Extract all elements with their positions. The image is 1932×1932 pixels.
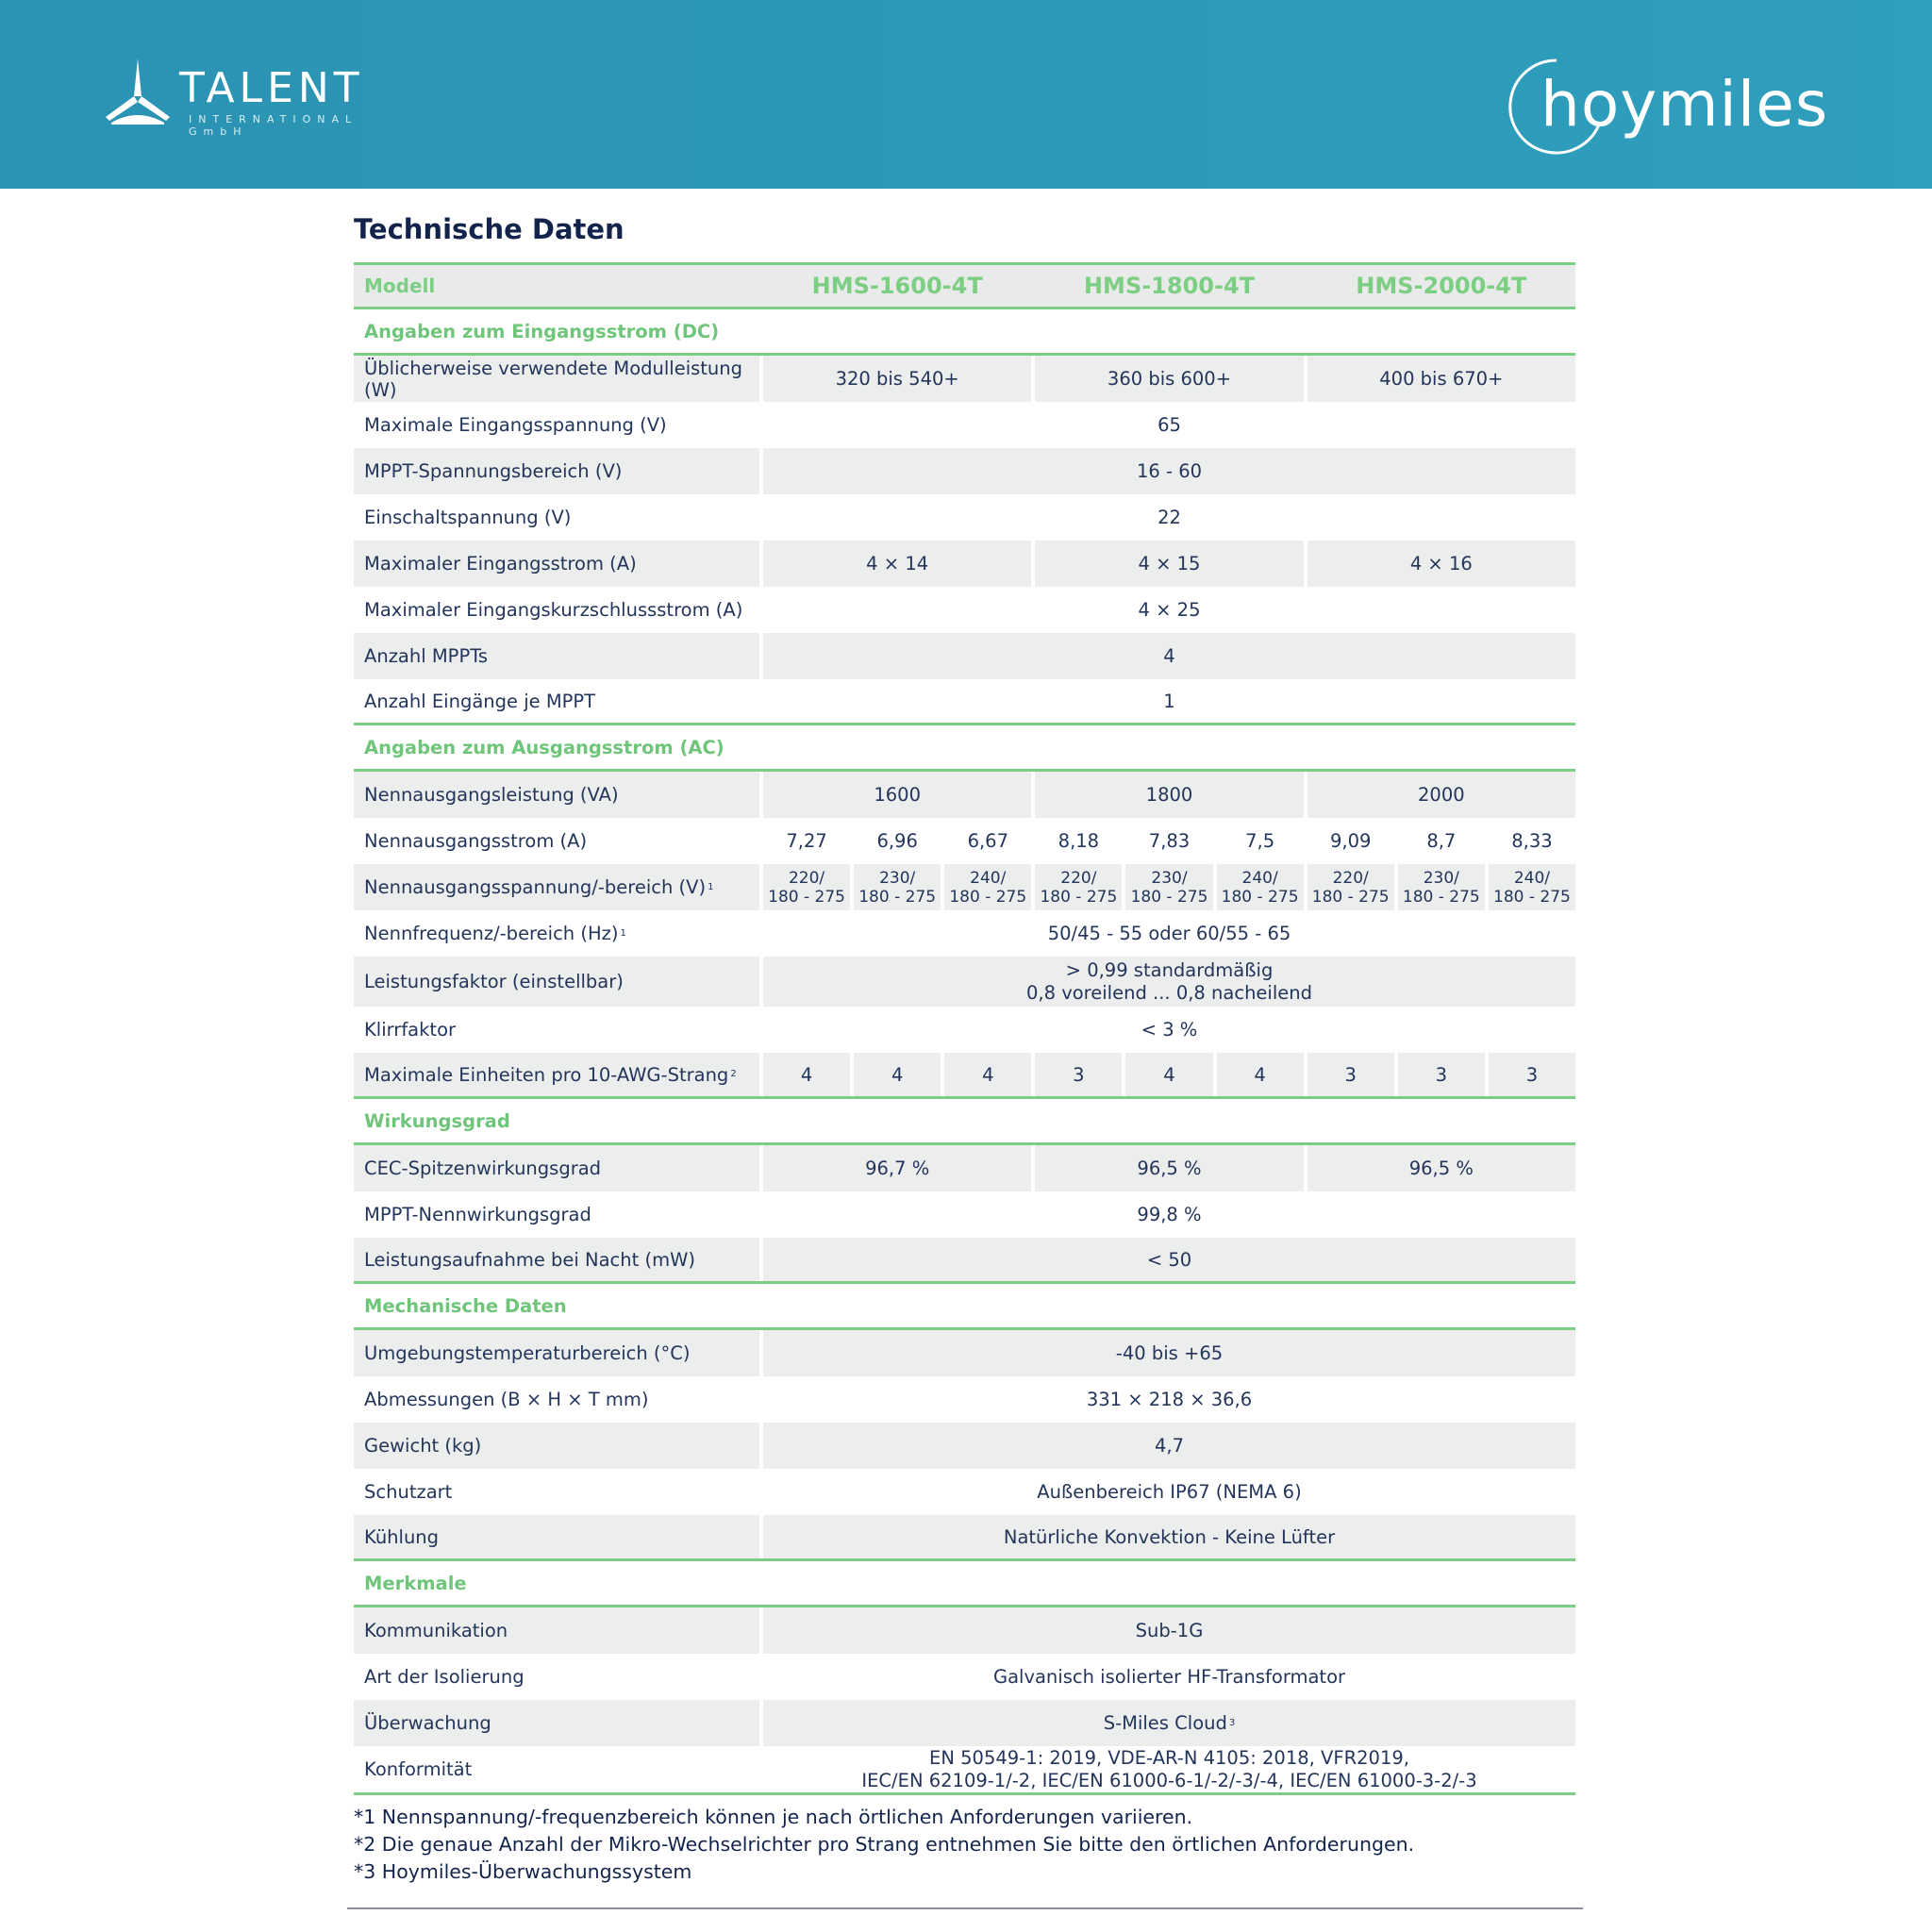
row-value: 4 bbox=[1125, 1053, 1212, 1096]
row-label: Gewicht (kg) bbox=[354, 1423, 759, 1469]
section-heading-features bbox=[354, 1561, 1575, 1607]
voltage-nominal: 230/ bbox=[1423, 868, 1459, 888]
table-row bbox=[354, 910, 1575, 957]
section-heading-efficiency bbox=[354, 1099, 1575, 1145]
section-title: Merkmale bbox=[364, 1572, 467, 1594]
table-row bbox=[354, 1469, 1575, 1515]
row-value: 360 bis 600+ bbox=[1035, 356, 1303, 402]
value-line: EN 50549-1: 2019, VDE-AR-N 4105: 2018, VFR2019, bbox=[929, 1746, 1409, 1769]
row-value bbox=[1035, 864, 1122, 910]
row-label: Art der Isolierung bbox=[364, 1666, 525, 1688]
table-row bbox=[354, 541, 1575, 587]
row-value: -40 bis +65 bbox=[763, 1330, 1575, 1376]
hoymiles-wordmark: hoymiles bbox=[1541, 68, 1829, 141]
table-row bbox=[354, 1515, 1575, 1561]
value-line: > 0,99 standardmäßig bbox=[1065, 958, 1274, 981]
row-value: 8,33 bbox=[1511, 830, 1553, 852]
value-text: S-Miles Cloud bbox=[1103, 1712, 1227, 1734]
spec-table bbox=[354, 262, 1575, 1795]
row-value: 22 bbox=[1158, 507, 1181, 528]
footnotes bbox=[354, 1804, 1414, 1886]
row-label-text: Nennausgangsspannung/-bereich (V) bbox=[364, 876, 707, 898]
voltage-range: 180 - 275 bbox=[1311, 887, 1390, 907]
row-value bbox=[763, 864, 850, 910]
section-title: Angaben zum Eingangsstrom (DC) bbox=[364, 320, 720, 342]
row-label: Maximaler Eingangsstrom (A) bbox=[354, 541, 759, 587]
row-label: CEC-Spitzenwirkungsgrad bbox=[354, 1145, 759, 1191]
table-row bbox=[354, 1330, 1575, 1376]
row-value bbox=[1217, 864, 1304, 910]
row-label: Anzahl Eingänge je MPPT bbox=[364, 690, 596, 712]
row-label: MPPT-Nennwirkungsgrad bbox=[364, 1204, 591, 1225]
row-value: 8,7 bbox=[1426, 830, 1457, 852]
row-value bbox=[1307, 864, 1394, 910]
row-value: 4 × 16 bbox=[1307, 541, 1575, 587]
row-label: Abmessungen (B × H × T mm) bbox=[364, 1389, 649, 1410]
row-value: 4 × 25 bbox=[1138, 599, 1201, 621]
row-value: 7,5 bbox=[1245, 830, 1275, 852]
row-value bbox=[763, 1746, 1575, 1792]
voltage-range: 180 - 275 bbox=[1130, 887, 1208, 907]
model-label: Modell bbox=[364, 275, 436, 297]
table-row bbox=[354, 957, 1575, 1007]
table-row bbox=[354, 1700, 1575, 1746]
row-label: Umgebungstemperaturbereich (°C) bbox=[354, 1330, 759, 1376]
row-value: 331 × 218 × 36,6 bbox=[1086, 1389, 1253, 1410]
row-label-text: Maximale Einheiten pro 10-AWG-Strang bbox=[364, 1063, 729, 1086]
row-label: Nennfrequenz/-bereich (Hz) 1 bbox=[364, 923, 626, 944]
row-value bbox=[763, 957, 1575, 1007]
voltage-nominal: 230/ bbox=[879, 868, 916, 888]
row-value: 4 × 15 bbox=[1035, 541, 1303, 587]
section-heading-dc bbox=[354, 309, 1575, 356]
row-value: 3 bbox=[1398, 1053, 1485, 1096]
table-row bbox=[354, 864, 1575, 910]
row-value: 320 bis 540+ bbox=[763, 356, 1031, 402]
row-value bbox=[854, 864, 941, 910]
talent-name: TALENT bbox=[179, 64, 364, 112]
voltage-nominal: 220/ bbox=[1332, 868, 1369, 888]
row-label: Üblicherweise verwendete Modulleistung (W) bbox=[354, 356, 759, 402]
voltage-nominal: 240/ bbox=[1513, 868, 1551, 888]
row-label: MPPT-Spannungsbereich (V) bbox=[354, 448, 759, 494]
voltage-range: 180 - 275 bbox=[1040, 887, 1118, 907]
table-row bbox=[354, 1376, 1575, 1423]
wind-turbine-icon bbox=[102, 55, 174, 126]
footnote: *3 Hoymiles-Überwachungssystem bbox=[354, 1860, 692, 1883]
value-line: 0,8 voreilend ... 0,8 nacheilend bbox=[1026, 981, 1312, 1004]
footer-divider bbox=[347, 1907, 1583, 1909]
row-value: 4 bbox=[854, 1053, 941, 1096]
row-value: 4,7 bbox=[763, 1423, 1575, 1469]
table-row bbox=[354, 1654, 1575, 1700]
row-value: 96,5 % bbox=[1035, 1145, 1303, 1191]
model-header-row bbox=[354, 262, 1575, 309]
row-value bbox=[944, 864, 1031, 910]
voltage-nominal: 230/ bbox=[1151, 868, 1188, 888]
row-value: 96,7 % bbox=[763, 1145, 1031, 1191]
row-value: 400 bis 670+ bbox=[1307, 356, 1575, 402]
table-row bbox=[354, 1423, 1575, 1469]
row-label: Maximaler Eingangskurzschlussstrom (A) bbox=[364, 599, 743, 621]
table-row bbox=[354, 1191, 1575, 1238]
table-row bbox=[354, 1007, 1575, 1053]
row-value: Sub-1G bbox=[763, 1607, 1575, 1654]
row-value: 8,18 bbox=[1058, 830, 1100, 852]
row-value bbox=[1398, 864, 1485, 910]
row-label: Konformität bbox=[364, 1758, 473, 1780]
row-value bbox=[1489, 864, 1575, 910]
talent-subtitle: INTERNATIONAL GmbH bbox=[189, 113, 358, 138]
voltage-range: 180 - 275 bbox=[858, 887, 937, 907]
voltage-range: 180 - 275 bbox=[1493, 887, 1571, 907]
footnote: *1 Nennspannung/-frequenzbereich können je nach örtlichen Anforderungen variieren. bbox=[354, 1806, 1193, 1828]
row-label: Kommunikation bbox=[354, 1607, 759, 1654]
row-label: Maximale Einheiten pro 10-AWG-Strang 2 bbox=[354, 1053, 759, 1096]
row-label: Kühlung bbox=[354, 1515, 759, 1558]
value-line: IEC/EN 62109-1/-2, IEC/EN 61000-6-1/-2/-3/-4, IEC/EN 61000-3-2/-3 bbox=[861, 1769, 1477, 1791]
row-value: 1 bbox=[1163, 690, 1175, 712]
hoymiles-logo bbox=[1505, 55, 1854, 158]
row-value: 50/45 - 55 oder 60/55 - 65 bbox=[1047, 923, 1291, 944]
row-label: Überwachung bbox=[354, 1700, 759, 1746]
talent-logo bbox=[102, 55, 423, 138]
table-row bbox=[354, 1145, 1575, 1191]
row-value: 3 bbox=[1307, 1053, 1394, 1096]
table-row bbox=[354, 818, 1575, 864]
row-value: Natürliche Konvektion - Keine Lüfter bbox=[763, 1515, 1575, 1558]
row-label: Leistungsaufnahme bei Nacht (mW) bbox=[354, 1238, 759, 1281]
row-value: < 3 % bbox=[1141, 1019, 1198, 1041]
row-value: Galvanisch isolierter HF-Transformator bbox=[992, 1666, 1346, 1688]
table-row bbox=[354, 633, 1575, 679]
row-value: 7,83 bbox=[1148, 830, 1191, 852]
section-title: Wirkungsgrad bbox=[364, 1109, 510, 1132]
voltage-nominal: 220/ bbox=[1060, 868, 1097, 888]
row-value: < 50 bbox=[763, 1238, 1575, 1281]
row-value: 1800 bbox=[1035, 772, 1303, 818]
row-label: Nennausgangsspannung/-bereich (V) 1 bbox=[354, 864, 759, 910]
table-row bbox=[354, 402, 1575, 448]
section-title: Angaben zum Ausgangsstrom (AC) bbox=[364, 736, 724, 758]
row-label: Klirrfaktor bbox=[364, 1019, 457, 1041]
row-label: Nennausgangsleistung (VA) bbox=[354, 772, 759, 818]
row-value: 4 × 14 bbox=[763, 541, 1031, 587]
row-value: 65 bbox=[1158, 414, 1181, 436]
row-value: 16 - 60 bbox=[763, 448, 1575, 494]
model-name: HMS-2000-4T bbox=[1356, 273, 1527, 299]
table-row bbox=[354, 1238, 1575, 1284]
row-value: 4 bbox=[763, 633, 1575, 679]
table-row bbox=[354, 494, 1575, 541]
row-label: Nennausgangsstrom (A) bbox=[364, 830, 588, 852]
row-value bbox=[1125, 864, 1212, 910]
row-value: S-Miles Cloud 3 bbox=[763, 1700, 1575, 1746]
row-value: 1600 bbox=[763, 772, 1031, 818]
row-value: 4 bbox=[944, 1053, 1031, 1096]
row-value: 4 bbox=[1217, 1053, 1304, 1096]
table-row bbox=[354, 1746, 1575, 1795]
row-label: Anzahl MPPTs bbox=[354, 633, 759, 679]
voltage-nominal: 240/ bbox=[1241, 868, 1278, 888]
table-row bbox=[354, 356, 1575, 402]
model-name: HMS-1800-4T bbox=[1083, 273, 1256, 299]
voltage-range: 180 - 275 bbox=[949, 887, 1027, 907]
row-value: 6,67 bbox=[967, 830, 1008, 852]
table-row bbox=[354, 448, 1575, 494]
header-banner bbox=[0, 0, 1932, 189]
voltage-nominal: 220/ bbox=[788, 868, 825, 888]
footnote: *2 Die genaue Anzahl der Mikro-Wechselrichter pro Strang entnehmen Sie bitte den örtlichen Anforderungen. bbox=[354, 1833, 1415, 1856]
row-value: Außenbereich IP67 (NEMA 6) bbox=[1037, 1481, 1302, 1503]
row-label: Einschaltspannung (V) bbox=[364, 507, 572, 528]
page-title: Technische Daten bbox=[354, 213, 625, 245]
section-title: Mechanische Daten bbox=[364, 1294, 567, 1317]
row-value: 96,5 % bbox=[1307, 1145, 1575, 1191]
row-value: 99,8 % bbox=[1137, 1204, 1202, 1225]
row-label-text: Nennfrequenz/-bereich (Hz) bbox=[364, 923, 619, 944]
row-value: 3 bbox=[1489, 1053, 1575, 1096]
table-row bbox=[354, 772, 1575, 818]
section-heading-mechanical bbox=[354, 1284, 1575, 1330]
voltage-range: 180 - 275 bbox=[768, 887, 845, 907]
row-value: 9,09 bbox=[1330, 830, 1372, 852]
table-row bbox=[354, 587, 1575, 633]
row-label: Leistungsfaktor (einstellbar) bbox=[354, 957, 759, 1007]
table-row bbox=[354, 1053, 1575, 1099]
row-value: 6,96 bbox=[876, 830, 918, 852]
row-label: Maximale Eingangsspannung (V) bbox=[364, 414, 667, 436]
table-row bbox=[354, 679, 1575, 725]
section-heading-ac bbox=[354, 725, 1575, 772]
model-name: HMS-1600-4T bbox=[811, 273, 983, 299]
table-row bbox=[354, 1607, 1575, 1654]
row-value: 7,27 bbox=[786, 830, 827, 852]
row-value: 3 bbox=[1035, 1053, 1122, 1096]
row-value: 2000 bbox=[1307, 772, 1575, 818]
row-label: Schutzart bbox=[364, 1481, 453, 1503]
voltage-range: 180 - 275 bbox=[1221, 887, 1299, 907]
row-value: 4 bbox=[763, 1053, 850, 1096]
voltage-range: 180 - 275 bbox=[1402, 887, 1480, 907]
voltage-nominal: 240/ bbox=[970, 868, 1007, 888]
